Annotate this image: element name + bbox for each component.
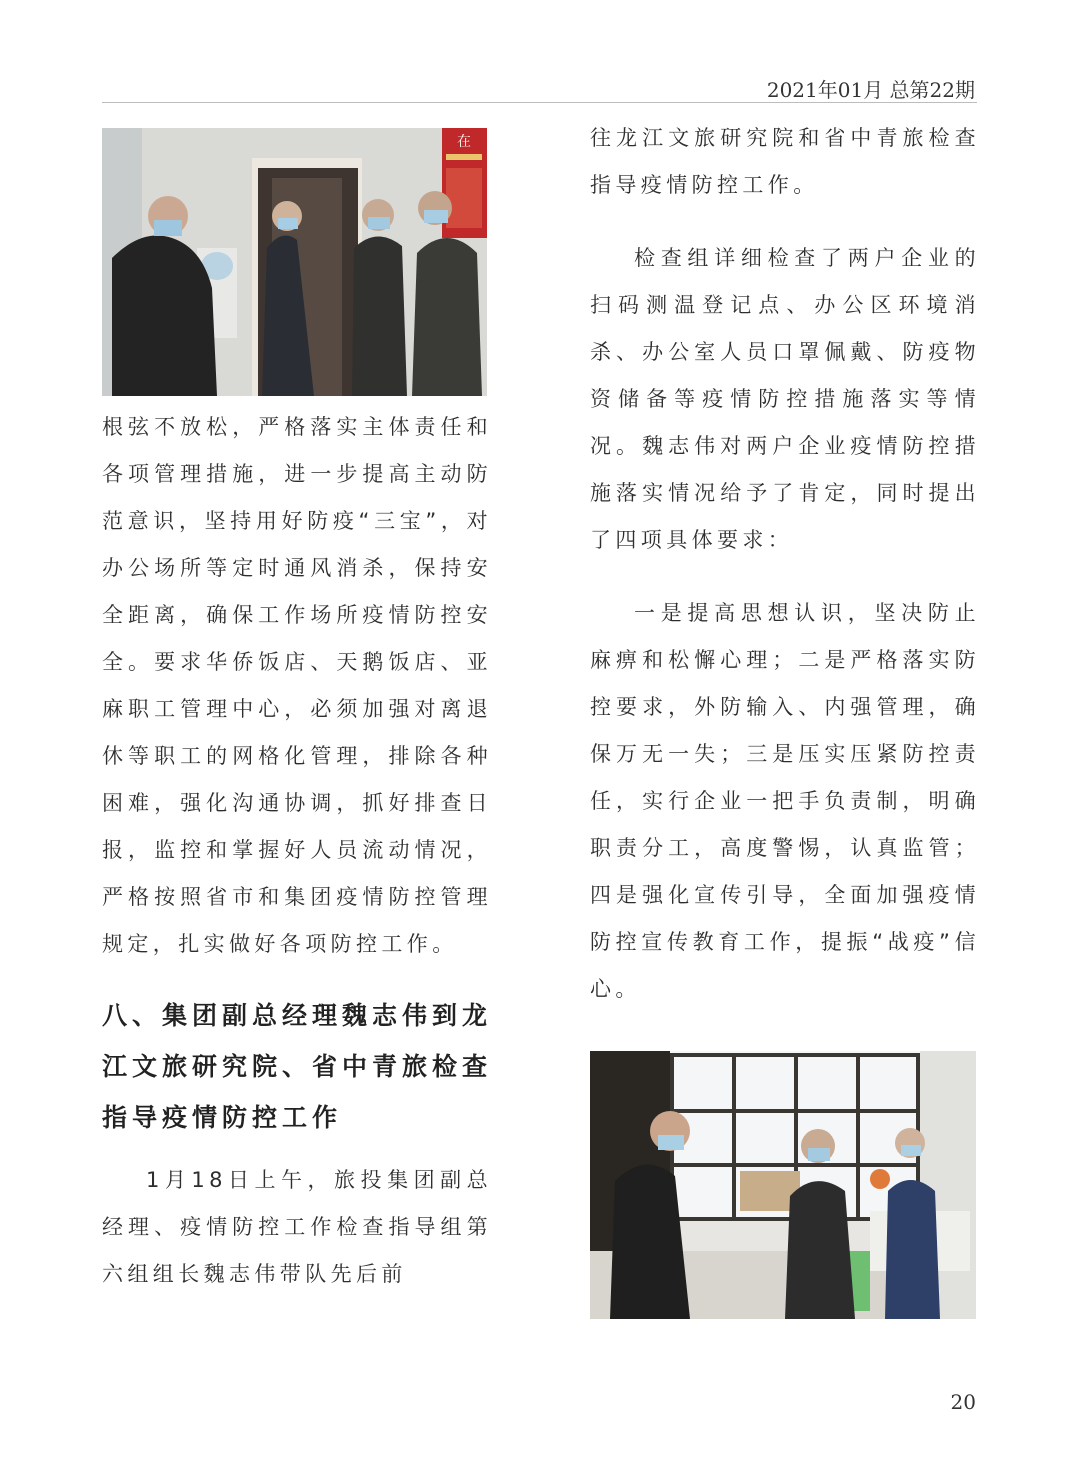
issue-label: 2021年01月 总第22期 <box>766 78 975 102</box>
right-paragraph-2: 检查组详细检查了两户企业的扫码测温登记点、办公区环境消杀、办公室人员口罩佩戴、防疫物资储备等疫情防控措施落实等情况。魏志伟对两户企业疫情防控措施落实情况给予了肯定，同时提出了四项具体要求： <box>590 246 980 552</box>
right-paragraph-3: 一是提高思想认识，坚决防止麻痹和松懈心理；二是严格落实防控要求，外防输入、内强管理，确保万无一失；三是压实压紧防控责任，实行企业一把手负责制，明确职责分工，高度警惕，认真监管；四是强化宣传引导，全面加强疫情防控宣传教育工作，提振“战疫”信心。 <box>590 601 980 1001</box>
page-header <box>102 70 977 103</box>
right-column <box>590 115 980 1319</box>
right-paragraph-1: 往龙江文旅研究院和省中青旅检查指导疫情防控工作。 <box>590 126 980 197</box>
inspection-photo-office-door <box>102 128 487 396</box>
section-heading: 八、集团副总经理魏志伟到龙江文旅研究院、省中青旅检查指导疫情防控工作 <box>102 1001 493 1132</box>
left-paragraph-1: 根弦不放松，严格落实主体责任和各项管理措施，进一步提高主动防范意识，坚持用好防疫“三宝”，对办公场所等定时通风消杀，保持安全距离，确保工作场所疫情防控安全。要求华侨饭店、天鹅饭店、亚麻职工管理中心，必须加强对离退休等职工的网格化管理，排除各种困难，强化沟通协调，抓好排查日报，监控和掌握好人员流动情况，严格按照省市和集团疫情防控管理规定，扎实做好各项防控工作。 <box>102 415 492 956</box>
photo-illustration <box>590 1051 976 1319</box>
inspection-photo-office-window <box>590 1051 976 1319</box>
page-number: 20 <box>950 1390 976 1414</box>
left-column <box>102 128 492 1298</box>
photo-illustration <box>102 128 487 396</box>
poster-text: 在 <box>457 134 471 150</box>
left-paragraph-2: 1月18日上午，旅投集团副总经理、疫情防控工作检查指导组第六组组长魏志伟带队先后前 <box>102 1168 492 1286</box>
